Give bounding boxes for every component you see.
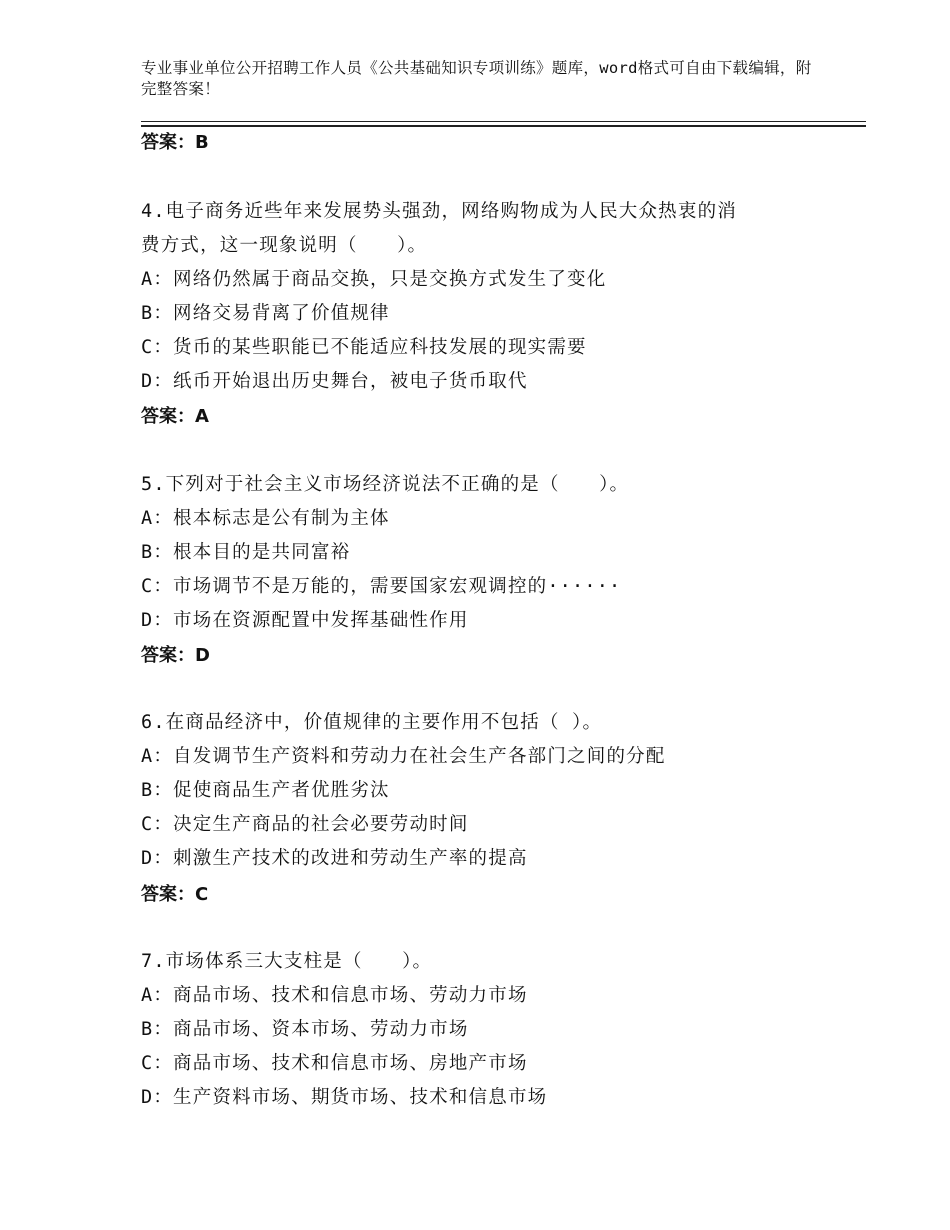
option-a: A：根本标志是公有制为主体 xyxy=(141,508,390,529)
question-5 xyxy=(141,468,841,638)
question-4 xyxy=(141,195,841,399)
question-7 xyxy=(141,945,841,1115)
option-a: A：网络仍然属于商品交换，只是交换方式发生了变化 xyxy=(141,269,607,290)
option-d: D：市场在资源配置中发挥基础性作用 xyxy=(141,610,469,631)
option-b: B：促使商品生产者优胜劣汰 xyxy=(141,780,390,801)
question-stem: 4.电子商务近些年来发展势头强劲，网络购物成为人民大众热衷的消 xyxy=(141,201,737,222)
header-rule-thick xyxy=(141,125,866,127)
header-rule-thin xyxy=(141,121,866,122)
question-stem: 6.在商品经济中，价值规律的主要作用不包括（ ）。 xyxy=(141,712,603,733)
option-d: D：生产资料市场、期货市场、技术和信息市场 xyxy=(141,1087,548,1108)
option-c: C：市场调节不是万能的，需要国家宏观调控的······ xyxy=(141,576,622,597)
option-a: A：自发调节生产资料和劳动力在社会生产各部门之间的分配 xyxy=(141,746,666,767)
question-6 xyxy=(141,706,841,876)
option-b: B：商品市场、资本市场、劳动力市场 xyxy=(141,1019,469,1040)
answer-q3: 答案：B xyxy=(141,132,209,153)
page-header: 专业事业单位公开招聘工作人员《公共基础知识专项训练》题库，word格式可自由下载编辑，附完整答案！ xyxy=(141,59,812,98)
option-c: C：货币的某些职能已不能适应科技发展的现实需要 xyxy=(141,337,587,358)
answer-q6: 答案：C xyxy=(141,884,209,905)
answer-q4: 答案：A xyxy=(141,406,209,427)
option-b: B：根本目的是共同富裕 xyxy=(141,542,351,563)
question-stem: 7.市场体系三大支柱是（ ）。 xyxy=(141,951,433,972)
option-b: B：网络交易背离了价值规律 xyxy=(141,303,390,324)
question-stem: 5.下列对于社会主义市场经济说法不正确的是（ ）。 xyxy=(141,474,630,495)
option-d: D：纸币开始退出历史舞台，被电子货币取代 xyxy=(141,371,528,392)
option-a: A：商品市场、技术和信息市场、劳动力市场 xyxy=(141,985,528,1006)
question-stem-continued: 费方式，这一现象说明（ ）。 xyxy=(141,235,428,256)
option-d: D：刺激生产技术的改进和劳动生产率的提高 xyxy=(141,848,528,869)
answer-q5: 答案：D xyxy=(141,645,210,666)
option-c: C：商品市场、技术和信息市场、房地产市场 xyxy=(141,1053,528,1074)
option-c: C：决定生产商品的社会必要劳动时间 xyxy=(141,814,469,835)
